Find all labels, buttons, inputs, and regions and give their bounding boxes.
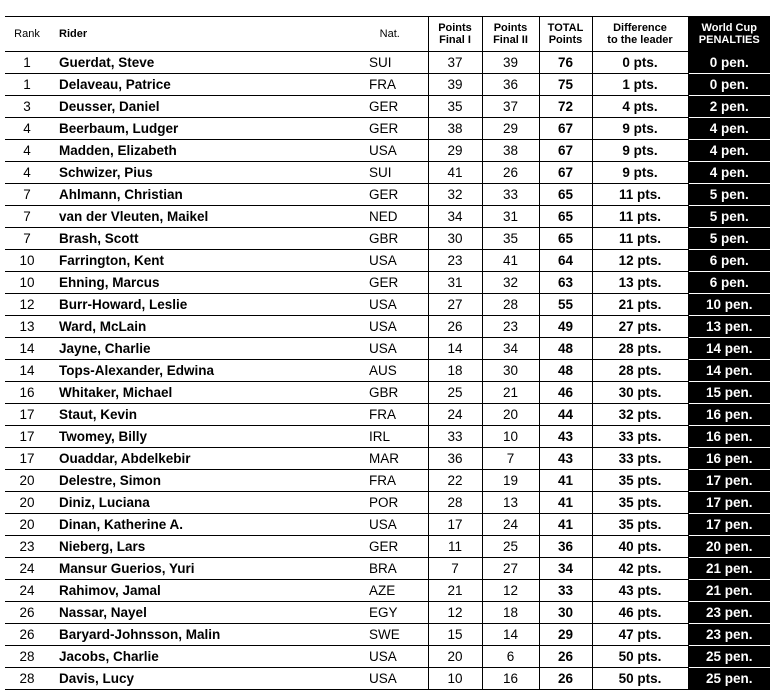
rank-cell: 24	[5, 558, 49, 580]
points-final1-cell: 31	[428, 272, 482, 294]
rank-cell: 17	[5, 426, 49, 448]
rider-cell: Beerbaum, Ludger	[49, 118, 352, 140]
penalties-cell: 23 pen.	[688, 602, 770, 624]
table-row	[5, 602, 770, 624]
penalties-cell: 2 pen.	[688, 96, 770, 118]
rider-cell: Delaveau, Patrice	[49, 74, 352, 96]
difference-cell: 27 pts.	[592, 316, 688, 338]
total-cell: 48	[539, 338, 592, 360]
points-final1-cell: 32	[428, 184, 482, 206]
table-row	[5, 426, 770, 448]
difference-cell: 1 pts.	[592, 74, 688, 96]
points-final1-cell: 10	[428, 668, 482, 690]
rank-cell: 26	[5, 624, 49, 646]
rank-cell: 24	[5, 580, 49, 602]
points-final2-cell: 7	[482, 448, 539, 470]
table-row	[5, 74, 770, 96]
rank-cell: 12	[5, 294, 49, 316]
total-cell: 64	[539, 250, 592, 272]
total-cell: 67	[539, 118, 592, 140]
points-final2-cell: 18	[482, 602, 539, 624]
nat-cell: AZE	[352, 580, 428, 602]
points-final2-cell: 35	[482, 228, 539, 250]
rank-cell: 20	[5, 514, 49, 536]
penalties-cell: 23 pen.	[688, 624, 770, 646]
rider-cell: Ward, McLain	[49, 316, 352, 338]
nat-cell: NED	[352, 206, 428, 228]
total-cell: 55	[539, 294, 592, 316]
rank-cell: 1	[5, 74, 49, 96]
penalties-cell: 21 pen.	[688, 580, 770, 602]
nat-cell: GER	[352, 272, 428, 294]
header-points-final2-line2: Final II	[493, 34, 528, 46]
header-total-line2: Points	[548, 34, 583, 46]
total-cell: 43	[539, 448, 592, 470]
points-final1-cell: 18	[428, 360, 482, 382]
penalties-cell: 14 pen.	[688, 338, 770, 360]
penalties-cell: 0 pen.	[688, 52, 770, 74]
points-final2-cell: 34	[482, 338, 539, 360]
nat-cell: GER	[352, 536, 428, 558]
total-cell: 48	[539, 360, 592, 382]
table-header	[5, 17, 770, 52]
rider-cell: Mansur Guerios, Yuri	[49, 558, 352, 580]
header-points-final1-line2: Final I	[439, 34, 471, 46]
points-final2-cell: 26	[482, 162, 539, 184]
header-total-line1: TOTAL	[547, 22, 584, 34]
nat-cell: GER	[352, 118, 428, 140]
total-cell: 41	[539, 492, 592, 514]
nat-cell: POR	[352, 492, 428, 514]
difference-cell: 11 pts.	[592, 228, 688, 250]
table-row	[5, 382, 770, 404]
points-final2-cell: 19	[482, 470, 539, 492]
rank-cell: 28	[5, 668, 49, 690]
rank-cell: 4	[5, 162, 49, 184]
penalties-cell: 16 pen.	[688, 448, 770, 470]
points-final2-cell: 21	[482, 382, 539, 404]
points-final2-cell: 37	[482, 96, 539, 118]
points-final1-cell: 20	[428, 646, 482, 668]
penalties-cell: 17 pen.	[688, 514, 770, 536]
difference-cell: 4 pts.	[592, 96, 688, 118]
points-final2-cell: 28	[482, 294, 539, 316]
rank-cell: 16	[5, 382, 49, 404]
points-final2-cell: 6	[482, 646, 539, 668]
total-cell: 36	[539, 536, 592, 558]
points-final1-cell: 37	[428, 52, 482, 74]
total-cell: 72	[539, 96, 592, 118]
total-cell: 65	[539, 184, 592, 206]
table-row	[5, 470, 770, 492]
penalties-cell: 6 pen.	[688, 272, 770, 294]
difference-cell: 50 pts.	[592, 646, 688, 668]
header-penalties	[688, 17, 770, 52]
penalties-cell: 16 pen.	[688, 404, 770, 426]
table-row	[5, 646, 770, 668]
points-final2-cell: 29	[482, 118, 539, 140]
rider-cell: Guerdat, Steve	[49, 52, 352, 74]
rider-cell: Madden, Elizabeth	[49, 140, 352, 162]
nat-cell: USA	[352, 140, 428, 162]
nat-cell: USA	[352, 294, 428, 316]
rank-cell: 10	[5, 272, 49, 294]
standings-table-container	[5, 16, 770, 690]
rider-cell: Delestre, Simon	[49, 470, 352, 492]
points-final2-cell: 20	[482, 404, 539, 426]
rank-cell: 3	[5, 96, 49, 118]
rider-cell: van der Vleuten, Maikel	[49, 206, 352, 228]
penalties-cell: 25 pen.	[688, 646, 770, 668]
penalties-cell: 6 pen.	[688, 250, 770, 272]
points-final2-cell: 32	[482, 272, 539, 294]
rider-cell: Ahlmann, Christian	[49, 184, 352, 206]
header-total	[539, 17, 592, 52]
rider-cell: Dinan, Katherine A.	[49, 514, 352, 536]
points-final1-cell: 21	[428, 580, 482, 602]
points-final1-cell: 35	[428, 96, 482, 118]
rank-cell: 17	[5, 448, 49, 470]
difference-cell: 21 pts.	[592, 294, 688, 316]
difference-cell: 13 pts.	[592, 272, 688, 294]
total-cell: 30	[539, 602, 592, 624]
total-cell: 46	[539, 382, 592, 404]
total-cell: 76	[539, 52, 592, 74]
total-cell: 41	[539, 470, 592, 492]
rider-cell: Ehning, Marcus	[49, 272, 352, 294]
difference-cell: 35 pts.	[592, 470, 688, 492]
points-final2-cell: 14	[482, 624, 539, 646]
table-row	[5, 404, 770, 426]
penalties-cell: 17 pen.	[688, 470, 770, 492]
points-final2-cell: 38	[482, 140, 539, 162]
nat-cell: USA	[352, 250, 428, 272]
table-row	[5, 558, 770, 580]
header-nat: Nat.	[352, 17, 428, 52]
rider-cell: Deusser, Daniel	[49, 96, 352, 118]
penalties-cell: 20 pen.	[688, 536, 770, 558]
rider-cell: Ouaddar, Abdelkebir	[49, 448, 352, 470]
table-row	[5, 580, 770, 602]
rider-cell: Nassar, Nayel	[49, 602, 352, 624]
points-final1-cell: 15	[428, 624, 482, 646]
header-difference-line2: to the leader	[607, 34, 673, 46]
rank-cell: 1	[5, 52, 49, 74]
nat-cell: USA	[352, 646, 428, 668]
points-final2-cell: 25	[482, 536, 539, 558]
table-row	[5, 162, 770, 184]
rider-cell: Schwizer, Pius	[49, 162, 352, 184]
difference-cell: 9 pts.	[592, 140, 688, 162]
points-final2-cell: 36	[482, 74, 539, 96]
table-row	[5, 250, 770, 272]
nat-cell: USA	[352, 668, 428, 690]
total-cell: 63	[539, 272, 592, 294]
penalties-cell: 25 pen.	[688, 668, 770, 690]
points-final2-cell: 39	[482, 52, 539, 74]
difference-cell: 33 pts.	[592, 426, 688, 448]
total-cell: 49	[539, 316, 592, 338]
rank-cell: 4	[5, 118, 49, 140]
rider-cell: Diniz, Luciana	[49, 492, 352, 514]
total-cell: 29	[539, 624, 592, 646]
rider-cell: Rahimov, Jamal	[49, 580, 352, 602]
rank-cell: 4	[5, 140, 49, 162]
points-final1-cell: 22	[428, 470, 482, 492]
points-final1-cell: 25	[428, 382, 482, 404]
header-points-final2-line1: Points	[493, 22, 528, 34]
points-final1-cell: 26	[428, 316, 482, 338]
difference-cell: 42 pts.	[592, 558, 688, 580]
difference-cell: 28 pts.	[592, 338, 688, 360]
total-cell: 33	[539, 580, 592, 602]
rider-cell: Davis, Lucy	[49, 668, 352, 690]
penalties-cell: 5 pen.	[688, 228, 770, 250]
rank-cell: 7	[5, 206, 49, 228]
total-cell: 26	[539, 646, 592, 668]
points-final1-cell: 7	[428, 558, 482, 580]
difference-cell: 35 pts.	[592, 514, 688, 536]
penalties-cell: 4 pen.	[688, 140, 770, 162]
rider-cell: Tops-Alexander, Edwina	[49, 360, 352, 382]
total-cell: 75	[539, 74, 592, 96]
nat-cell: SUI	[352, 162, 428, 184]
table-row	[5, 492, 770, 514]
table-row	[5, 118, 770, 140]
penalties-cell: 4 pen.	[688, 162, 770, 184]
nat-cell: FRA	[352, 470, 428, 492]
rider-cell: Jacobs, Charlie	[49, 646, 352, 668]
nat-cell: USA	[352, 514, 428, 536]
penalties-cell: 21 pen.	[688, 558, 770, 580]
header-points-final1-line1: Points	[438, 22, 472, 34]
points-final1-cell: 23	[428, 250, 482, 272]
rider-cell: Farrington, Kent	[49, 250, 352, 272]
table-row	[5, 96, 770, 118]
points-final2-cell: 12	[482, 580, 539, 602]
points-final2-cell: 41	[482, 250, 539, 272]
points-final1-cell: 36	[428, 448, 482, 470]
difference-cell: 0 pts.	[592, 52, 688, 74]
nat-cell: BRA	[352, 558, 428, 580]
rank-cell: 13	[5, 316, 49, 338]
header-rider: Rider	[49, 17, 352, 52]
points-final1-cell: 30	[428, 228, 482, 250]
standings-table	[5, 16, 770, 690]
table-row	[5, 140, 770, 162]
rank-cell: 10	[5, 250, 49, 272]
penalties-cell: 15 pen.	[688, 382, 770, 404]
difference-cell: 11 pts.	[592, 184, 688, 206]
penalties-cell: 10 pen.	[688, 294, 770, 316]
points-final2-cell: 24	[482, 514, 539, 536]
points-final1-cell: 38	[428, 118, 482, 140]
table-row	[5, 272, 770, 294]
points-final2-cell: 30	[482, 360, 539, 382]
table-row	[5, 294, 770, 316]
header-difference-line1: Difference	[613, 22, 667, 34]
table-row	[5, 228, 770, 250]
header-rank: Rank	[5, 17, 49, 52]
total-cell: 41	[539, 514, 592, 536]
penalties-cell: 4 pen.	[688, 118, 770, 140]
table-row	[5, 184, 770, 206]
penalties-cell: 5 pen.	[688, 206, 770, 228]
difference-cell: 50 pts.	[592, 668, 688, 690]
difference-cell: 9 pts.	[592, 118, 688, 140]
header-row	[5, 17, 770, 52]
points-final1-cell: 12	[428, 602, 482, 624]
rank-cell: 14	[5, 360, 49, 382]
difference-cell: 32 pts.	[592, 404, 688, 426]
rider-cell: Brash, Scott	[49, 228, 352, 250]
difference-cell: 47 pts.	[592, 624, 688, 646]
table-row	[5, 536, 770, 558]
points-final1-cell: 34	[428, 206, 482, 228]
table-row	[5, 448, 770, 470]
points-final1-cell: 41	[428, 162, 482, 184]
total-cell: 44	[539, 404, 592, 426]
difference-cell: 40 pts.	[592, 536, 688, 558]
nat-cell: GBR	[352, 382, 428, 404]
total-cell: 34	[539, 558, 592, 580]
nat-cell: SUI	[352, 52, 428, 74]
header-points-final2	[482, 17, 539, 52]
penalties-cell: 0 pen.	[688, 74, 770, 96]
difference-cell: 33 pts.	[592, 448, 688, 470]
table-body	[5, 52, 770, 690]
header-penalties-line2: PENALTIES	[698, 34, 760, 46]
table-row	[5, 624, 770, 646]
nat-cell: EGY	[352, 602, 428, 624]
points-final1-cell: 24	[428, 404, 482, 426]
points-final1-cell: 33	[428, 426, 482, 448]
table-row	[5, 338, 770, 360]
nat-cell: GER	[352, 184, 428, 206]
rank-cell: 20	[5, 470, 49, 492]
rank-cell: 7	[5, 184, 49, 206]
penalties-cell: 17 pen.	[688, 492, 770, 514]
difference-cell: 28 pts.	[592, 360, 688, 382]
rider-cell: Twomey, Billy	[49, 426, 352, 448]
nat-cell: USA	[352, 338, 428, 360]
points-final1-cell: 27	[428, 294, 482, 316]
points-final1-cell: 11	[428, 536, 482, 558]
nat-cell: IRL	[352, 426, 428, 448]
nat-cell: MAR	[352, 448, 428, 470]
table-row	[5, 206, 770, 228]
header-difference	[592, 17, 688, 52]
nat-cell: GBR	[352, 228, 428, 250]
points-final2-cell: 13	[482, 492, 539, 514]
points-final2-cell: 33	[482, 184, 539, 206]
total-cell: 65	[539, 206, 592, 228]
header-points-final1	[428, 17, 482, 52]
total-cell: 26	[539, 668, 592, 690]
rider-cell: Burr-Howard, Leslie	[49, 294, 352, 316]
points-final2-cell: 16	[482, 668, 539, 690]
table-row	[5, 52, 770, 74]
penalties-cell: 13 pen.	[688, 316, 770, 338]
rider-cell: Baryard-Johnsson, Malin	[49, 624, 352, 646]
nat-cell: USA	[352, 316, 428, 338]
penalties-cell: 5 pen.	[688, 184, 770, 206]
points-final2-cell: 23	[482, 316, 539, 338]
nat-cell: SWE	[352, 624, 428, 646]
rank-cell: 26	[5, 602, 49, 624]
rider-cell: Whitaker, Michael	[49, 382, 352, 404]
header-penalties-line1: World Cup	[701, 22, 757, 34]
total-cell: 65	[539, 228, 592, 250]
rider-cell: Staut, Kevin	[49, 404, 352, 426]
points-final1-cell: 29	[428, 140, 482, 162]
difference-cell: 35 pts.	[592, 492, 688, 514]
total-cell: 67	[539, 140, 592, 162]
difference-cell: 9 pts.	[592, 162, 688, 184]
table-row	[5, 360, 770, 382]
points-final1-cell: 28	[428, 492, 482, 514]
points-final2-cell: 10	[482, 426, 539, 448]
difference-cell: 46 pts.	[592, 602, 688, 624]
points-final2-cell: 27	[482, 558, 539, 580]
rider-cell: Jayne, Charlie	[49, 338, 352, 360]
difference-cell: 30 pts.	[592, 382, 688, 404]
nat-cell: AUS	[352, 360, 428, 382]
table-row	[5, 668, 770, 690]
points-final1-cell: 39	[428, 74, 482, 96]
rider-cell: Nieberg, Lars	[49, 536, 352, 558]
rank-cell: 17	[5, 404, 49, 426]
penalties-cell: 16 pen.	[688, 426, 770, 448]
rank-cell: 7	[5, 228, 49, 250]
table-row	[5, 316, 770, 338]
difference-cell: 43 pts.	[592, 580, 688, 602]
difference-cell: 11 pts.	[592, 206, 688, 228]
rank-cell: 14	[5, 338, 49, 360]
rank-cell: 20	[5, 492, 49, 514]
points-final1-cell: 17	[428, 514, 482, 536]
total-cell: 43	[539, 426, 592, 448]
nat-cell: GER	[352, 96, 428, 118]
penalties-cell: 14 pen.	[688, 360, 770, 382]
total-cell: 67	[539, 162, 592, 184]
rank-cell: 28	[5, 646, 49, 668]
table-row	[5, 514, 770, 536]
difference-cell: 12 pts.	[592, 250, 688, 272]
points-final2-cell: 31	[482, 206, 539, 228]
rank-cell: 23	[5, 536, 49, 558]
points-final1-cell: 14	[428, 338, 482, 360]
nat-cell: FRA	[352, 404, 428, 426]
nat-cell: FRA	[352, 74, 428, 96]
